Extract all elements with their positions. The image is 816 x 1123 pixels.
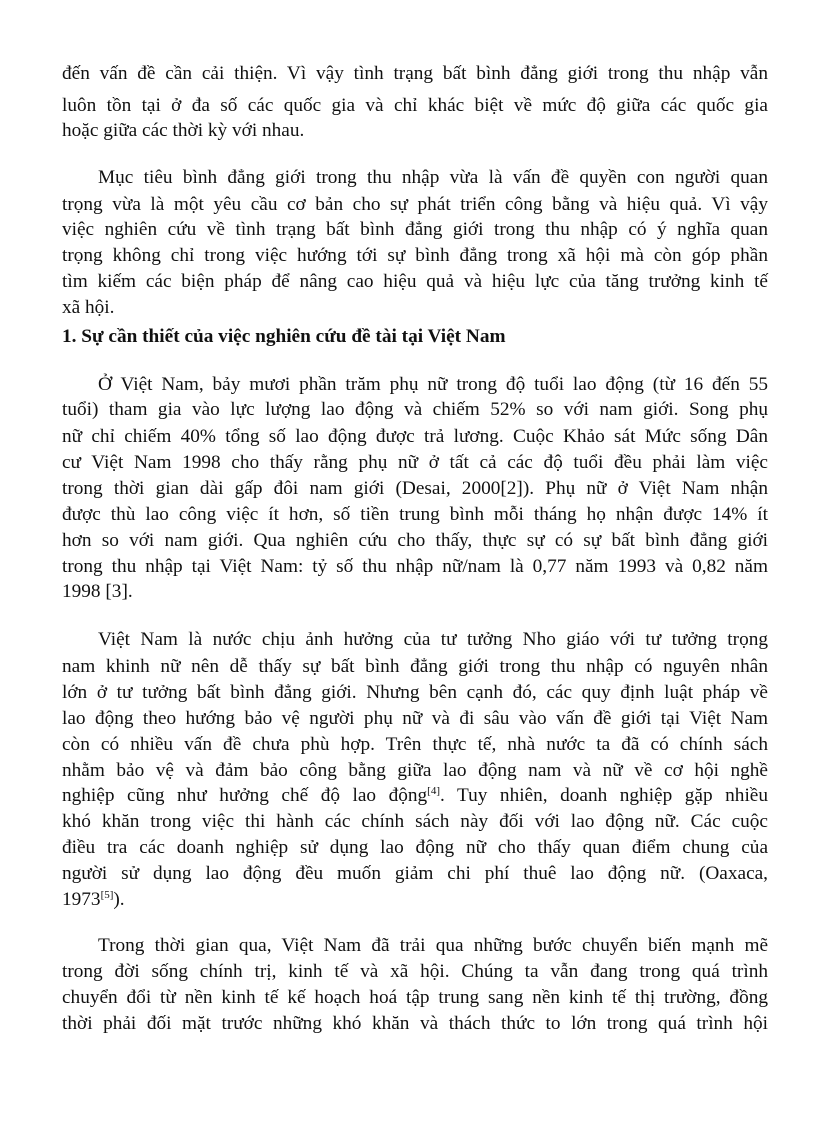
text-span: 1973: [62, 889, 101, 910]
text-line: xã hội.: [62, 297, 115, 318]
text-line: hoặc giữa các thời kỳ với nhau.: [62, 120, 305, 141]
text-span: ).: [113, 889, 125, 910]
text-line: việc nghiên cứu về tình trạng bất bình đẳng giới trong thu nhập có ý nghĩa quan: [62, 219, 768, 240]
text-line: cư Việt Nam 1998 cho thấy rằng phụ nữ ở tất cả các độ tuổi đều phải làm việc: [62, 452, 768, 473]
text-span: . Tuy nhiên, doanh nghiệp gặp nhiều: [440, 785, 768, 806]
text-line: khó khăn trong việc thi hành các chính sách này đối với lao động nữ. Các cuộc: [62, 811, 768, 832]
text-line: trọng vừa là một yêu cầu cơ bản cho sự phát triển công bằng và hiệu quả. Vì vậy: [62, 194, 768, 215]
text-line: luôn tồn tại ở đa số các quốc gia và chỉ khác biệt về mức độ giữa các quốc gia: [62, 95, 768, 116]
text-line: nhằm bảo vệ và đảm bảo công bằng giữa lao động nam và nữ về cơ hội nghề: [62, 760, 768, 781]
text-line: trong đời sống chính trị, kinh tế và xã hội. Chúng ta vẫn đang trong quá trình: [62, 961, 768, 982]
text-line: đến vấn đề cần cải thiện. Vì vậy tình trạng bất bình đẳng giới trong thu nhập vẫn: [62, 63, 768, 84]
text-line: Mục tiêu bình đẳng giới trong thu nhập vừa là vấn đề quyền con người quan: [98, 167, 768, 188]
text-line: Việt Nam là nước chịu ảnh hưởng của tư tưởng Nho giáo với tư tưởng trọng: [98, 629, 768, 650]
text-line: còn có nhiều vấn đề chưa phù hợp. Trên thực tế, nhà nước ta đã có chính sách: [62, 734, 768, 755]
text-line: được thù lao công việc ít hơn, số tiền trung bình mỗi tháng họ nhận được 14% ít: [62, 504, 768, 525]
text-line: người sử dụng lao động đều muốn giảm chi phí thuê lao động nữ. (Oaxaca,: [62, 863, 768, 884]
text-line: [62, 784, 768, 808]
text-line: hơn so với nam giới. Qua nghiên cứu cho thấy, thực sự có sự bất bình đẳng giới: [62, 530, 768, 551]
text-line: [62, 888, 768, 912]
text-line: 1998 [3].: [62, 581, 133, 602]
text-line: Ở Việt Nam, bảy mươi phần trăm phụ nữ trong độ tuổi lao động (từ 16 đến 55: [98, 374, 768, 395]
text-line: trong thời gian dài gấp đôi nam giới (Desai, 2000[2]). Phụ nữ ở Việt Nam nhận: [62, 478, 768, 499]
footnote-reference: [5]: [100, 889, 114, 901]
footnote-reference: [4]: [427, 785, 440, 797]
text-line: Trong thời gian qua, Việt Nam đã trải qua những bước chuyển biến mạnh mẽ: [98, 935, 768, 956]
text-line: lao động theo hướng bảo vệ người phụ nữ và đi sâu vào vấn đề giới tại Việt Nam: [62, 708, 768, 729]
text-line: nam khinh nữ nên dễ thấy sự bất bình đẳng giới trong thu nhập có nguyên nhân: [62, 656, 768, 677]
text-line: trọng không chỉ trong việc hướng tới sự bình đẳng trong xã hội mà còn góp phần: [62, 245, 768, 266]
text-line: chuyển đổi từ nền kinh tế kế hoạch hoá tập trung sang nền kinh tế thị trường, đồng: [62, 987, 768, 1008]
text-line: tuổi) tham gia vào lực lượng lao động và chiếm 52% so với nam giới. Song phụ: [62, 399, 768, 420]
text-line: điều tra các doanh nghiệp sử dụng lao động nữ cho thấy quan điểm chung của: [62, 837, 768, 858]
text-line: thời phải đối mặt trước những khó khăn và thách thức to lớn trong quá trình hội: [62, 1013, 768, 1034]
text-line: nữ chỉ chiếm 40% tổng số lao động được trả lương. Cuộc Khảo sát Mức sống Dân: [62, 426, 768, 447]
text-span: nghiệp cũng như hưởng chế độ lao động: [62, 785, 428, 806]
section-heading: 1. Sự cần thiết của việc nghiên cứu đề tài tại Việt Nam: [62, 326, 506, 347]
text-line: lớn ở tư tưởng bất bình đẳng giới. Nhưng bên cạnh đó, các quy định luật pháp về: [62, 682, 768, 703]
text-line: trong thu nhập tại Việt Nam: tỷ số thu nhập nữ/nam là 0,77 năm 1993 và 0,82 năm: [62, 556, 768, 577]
text-line: tìm kiếm các biện pháp để nâng cao hiệu quả và hiệu lực của tăng trưởng kinh tế: [62, 271, 768, 292]
